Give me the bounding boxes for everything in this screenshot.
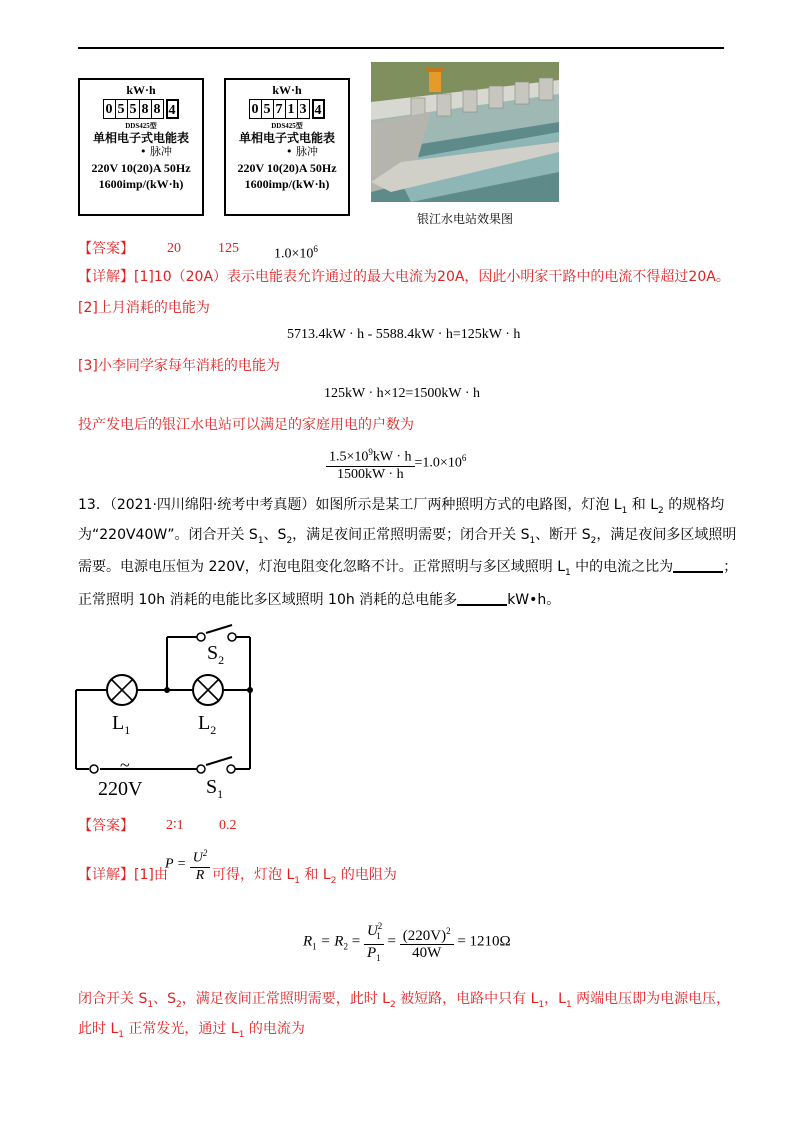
q13-text: 需要。电源电压恒为 220V，灯泡电阻变化忽略不计。正常照明与多区域照明 L bbox=[78, 559, 565, 575]
meter-digits bbox=[80, 99, 202, 119]
label-l2: $L_2$ bbox=[198, 712, 217, 737]
detail-line-q13-3 bbox=[78, 1020, 305, 1044]
detail-text: 此时 L bbox=[78, 1021, 119, 1037]
q13-sub: 1 bbox=[565, 567, 571, 578]
q13-text: 、断开 S bbox=[535, 527, 591, 543]
q13-text: ，满足夜间多区域照明 bbox=[596, 527, 737, 543]
resistance-fraction-1 bbox=[364, 918, 384, 966]
meter-digit: 0 bbox=[103, 99, 116, 119]
households-result-exp: 6 bbox=[461, 452, 467, 463]
meter-imp: 1600imp/(kW·h) bbox=[244, 177, 330, 191]
q13-line-1 bbox=[78, 496, 724, 520]
meter-digit: 8 bbox=[139, 99, 152, 119]
power-value: 40W bbox=[412, 945, 442, 961]
q13-line-3 bbox=[78, 557, 737, 582]
meter-name: 单相电子式电能表 bbox=[92, 131, 189, 145]
s1-switch-blade bbox=[206, 757, 232, 765]
fraction-denominator: 1500kW · h bbox=[336, 466, 404, 482]
label-l1: $L_1$ bbox=[112, 712, 131, 737]
detail-text: 正常发光，通过 L bbox=[123, 1021, 239, 1037]
num-unit: kW · h bbox=[372, 449, 412, 465]
meter-spec: 220V 10(20)A 50Hz bbox=[237, 161, 337, 175]
detail-text: 被短路，电路中只有 L bbox=[395, 991, 539, 1007]
meter-unit: kW·h bbox=[272, 83, 302, 97]
meter-model: DDS425型 bbox=[125, 122, 157, 130]
s1-terminal bbox=[227, 765, 235, 773]
q13-sub: 2 bbox=[658, 505, 664, 516]
num-exp: 9 bbox=[368, 447, 373, 457]
q13-text: ； bbox=[723, 559, 738, 575]
detail-text: 闭合开关 S bbox=[78, 991, 148, 1007]
resistance-fraction-2 bbox=[400, 923, 454, 961]
meter-digit: 8 bbox=[151, 99, 164, 119]
answer-label: 【答案】 bbox=[78, 241, 134, 257]
meter-pulse: • 脉冲 bbox=[286, 145, 318, 158]
power-formula-lhs: P = bbox=[165, 856, 187, 872]
detail-text: 可得，灯泡 L bbox=[212, 867, 295, 883]
q13-line-4 bbox=[78, 590, 560, 609]
answer-value-1: 20 bbox=[167, 241, 181, 256]
detail-line-q13-1 bbox=[78, 866, 168, 884]
detail-line-q13-1b bbox=[212, 866, 397, 890]
q13-text: ，满足夜间正常照明需要；闭合开关 S bbox=[292, 527, 530, 543]
q13-sub: 1 bbox=[257, 535, 264, 546]
detail-text-1: [1]10（20A）表示电能表允许通过的最大电流为20A，因此小明家干路中的电流不得超过20A。 bbox=[134, 269, 730, 285]
meter-model: DDS425型 bbox=[271, 122, 303, 130]
detail-sub: 1 bbox=[538, 999, 545, 1010]
answer-label: 【答案】 bbox=[78, 818, 134, 834]
meter-digit: 5 bbox=[261, 99, 274, 119]
detail-label: 【详解】 bbox=[78, 269, 134, 285]
households-result: =1.0×10 bbox=[414, 455, 462, 471]
answer-value-3-exp: 6 bbox=[313, 244, 318, 254]
power-num-exp: 2 bbox=[202, 848, 208, 858]
households-fraction bbox=[326, 444, 415, 483]
s2-switch-blade bbox=[206, 625, 232, 633]
q13-text: 为“220V40W”。闭合开关 S bbox=[78, 527, 258, 543]
answer-value-2: 125 bbox=[218, 241, 239, 256]
detail-text: [1]由 bbox=[134, 867, 168, 883]
detail-sub: 2 bbox=[330, 875, 337, 886]
resistance-den-1: $P_1$ bbox=[367, 945, 381, 963]
meter-digit-decimal: 4 bbox=[166, 99, 179, 119]
answer-ratio: 2∶1 bbox=[166, 818, 184, 833]
detail-text: 的电阻为 bbox=[336, 867, 397, 883]
resistance-num-2 bbox=[400, 923, 454, 945]
q13-text: 、S bbox=[263, 527, 287, 543]
meter-name: 单相电子式电能表 bbox=[238, 131, 335, 145]
q13-text: kW•h。 bbox=[507, 592, 561, 608]
q13-sub: 1 bbox=[529, 535, 536, 546]
answer-blank-1[interactable] bbox=[673, 557, 723, 573]
voltage-value: (220V) bbox=[402, 928, 447, 944]
hydropower-photo bbox=[371, 62, 559, 202]
q13-text: 和 L bbox=[627, 497, 659, 513]
resistance-result: = 1210Ω bbox=[457, 933, 511, 950]
num-base: 1.5×10 bbox=[329, 449, 369, 465]
photo-caption: 银江水电站效果图 bbox=[417, 212, 514, 226]
r2-symbol: = R bbox=[316, 933, 344, 950]
meter-imp: 1600imp/(kW·h) bbox=[98, 177, 184, 191]
meter-unit: kW·h bbox=[126, 83, 156, 97]
detail-line-1 bbox=[78, 268, 730, 286]
resistance-num-1: $U^2_1$ bbox=[364, 918, 384, 945]
detail-text: ，满足夜间正常照明需要，此时 L bbox=[181, 991, 390, 1007]
q13-sub: 2 bbox=[286, 535, 293, 546]
meter-digit: 7 bbox=[273, 99, 286, 119]
q13-text: 正常照明 10h 消耗的电能比多区域照明 10h 消耗的总电能多 bbox=[78, 592, 458, 608]
detail-text: 和 L bbox=[299, 867, 331, 883]
q13-text: 的规格均 bbox=[663, 497, 725, 513]
energy-meter-2 bbox=[224, 78, 350, 216]
label-s2: $S_2$ bbox=[207, 642, 225, 667]
q13-sub: 1 bbox=[621, 505, 628, 516]
s1-terminal bbox=[197, 765, 205, 773]
junction-dot bbox=[247, 687, 253, 693]
junction-dot bbox=[164, 687, 170, 693]
s2-terminal bbox=[228, 633, 236, 641]
meter-digits bbox=[226, 99, 348, 119]
meter-digit: 1 bbox=[285, 99, 298, 119]
detail-label: 【详解】 bbox=[78, 867, 134, 883]
detail-text: 的电流为 bbox=[244, 1021, 305, 1037]
answer-energy: 0.2 bbox=[219, 818, 237, 833]
answer-value-3 bbox=[274, 240, 318, 264]
formula-households bbox=[326, 444, 466, 483]
r1-symbol: R bbox=[303, 933, 313, 950]
detail-line-2: [2]上月消耗的电能为 bbox=[78, 300, 210, 316]
s2-terminal bbox=[197, 633, 205, 641]
detail-text: ，L bbox=[544, 991, 566, 1007]
answer-value-3-base: 1.0×10 bbox=[274, 246, 314, 262]
power-terminal bbox=[90, 765, 98, 773]
fraction-numerator bbox=[326, 444, 415, 467]
answer-blank-2[interactable] bbox=[457, 590, 507, 606]
detail-text: 两端电压即为电源电压， bbox=[571, 991, 731, 1007]
q13-text: 中的电流之比为 bbox=[570, 559, 674, 575]
detail-sub: 2 bbox=[389, 999, 396, 1010]
q13-line-2 bbox=[78, 526, 736, 550]
voltage-exp: 2 bbox=[446, 926, 451, 936]
meter-digit: 5 bbox=[127, 99, 140, 119]
header-rule bbox=[78, 47, 724, 49]
detail-sub: 1 bbox=[238, 1029, 245, 1040]
meter-pulse: • 脉冲 bbox=[140, 145, 172, 158]
energy-meter-1 bbox=[78, 78, 204, 216]
meter-digit: 0 bbox=[249, 99, 262, 119]
p-symbol: P bbox=[367, 945, 377, 961]
detail-line-4: 投产发电后的银江水电站可以满足的家庭用电的户数为 bbox=[78, 417, 414, 433]
q13-sub: 2 bbox=[590, 535, 597, 546]
detail-sub: 1 bbox=[147, 999, 154, 1010]
meter-digit: 3 bbox=[297, 99, 310, 119]
label-s1: $S_1$ bbox=[206, 776, 224, 801]
power-numerator bbox=[190, 845, 211, 868]
hydropower-illustration bbox=[371, 62, 559, 202]
formula-energy-year: 125kW · h×12=1500kW · h bbox=[324, 386, 481, 401]
label-ac: ~ bbox=[120, 755, 130, 775]
power-num-base: U bbox=[192, 850, 203, 866]
detail-text: 、S bbox=[153, 991, 176, 1007]
detail-sub: 1 bbox=[565, 999, 572, 1010]
u-symbol: U bbox=[366, 923, 378, 939]
label-voltage: 220V bbox=[98, 778, 143, 800]
detail-sub: 2 bbox=[175, 999, 182, 1010]
detail-sub: 1 bbox=[294, 875, 300, 886]
meter-digit: 5 bbox=[115, 99, 128, 119]
power-fraction bbox=[190, 845, 211, 884]
power-formula bbox=[165, 845, 210, 884]
meter-digit-decimal: 4 bbox=[312, 99, 325, 119]
detail-sub: 1 bbox=[118, 1029, 124, 1040]
detail-line-q13-2 bbox=[78, 990, 730, 1014]
resistance-formula: $R_1 = R_2$ = $\frac{U^2_1}{P_1}$ = $\frac{(220V)^2}{40W}$ = 1210Ω bbox=[303, 918, 511, 966]
formula-energy-month: 5713.4kW · h - 5588.4kW · h=125kW · h bbox=[287, 327, 521, 342]
meter-spec: 220V 10(20)A 50Hz bbox=[91, 161, 191, 175]
power-denominator: R bbox=[195, 867, 205, 883]
circuit-diagram bbox=[70, 615, 270, 805]
detail-line-3: [3]小李同学家每年消耗的电能为 bbox=[78, 358, 280, 374]
q13-text: 13．（2021·四川绵阳·统考中考真题）如图所示是某工厂两种照明方式的电路图，灯泡 L bbox=[78, 497, 622, 513]
